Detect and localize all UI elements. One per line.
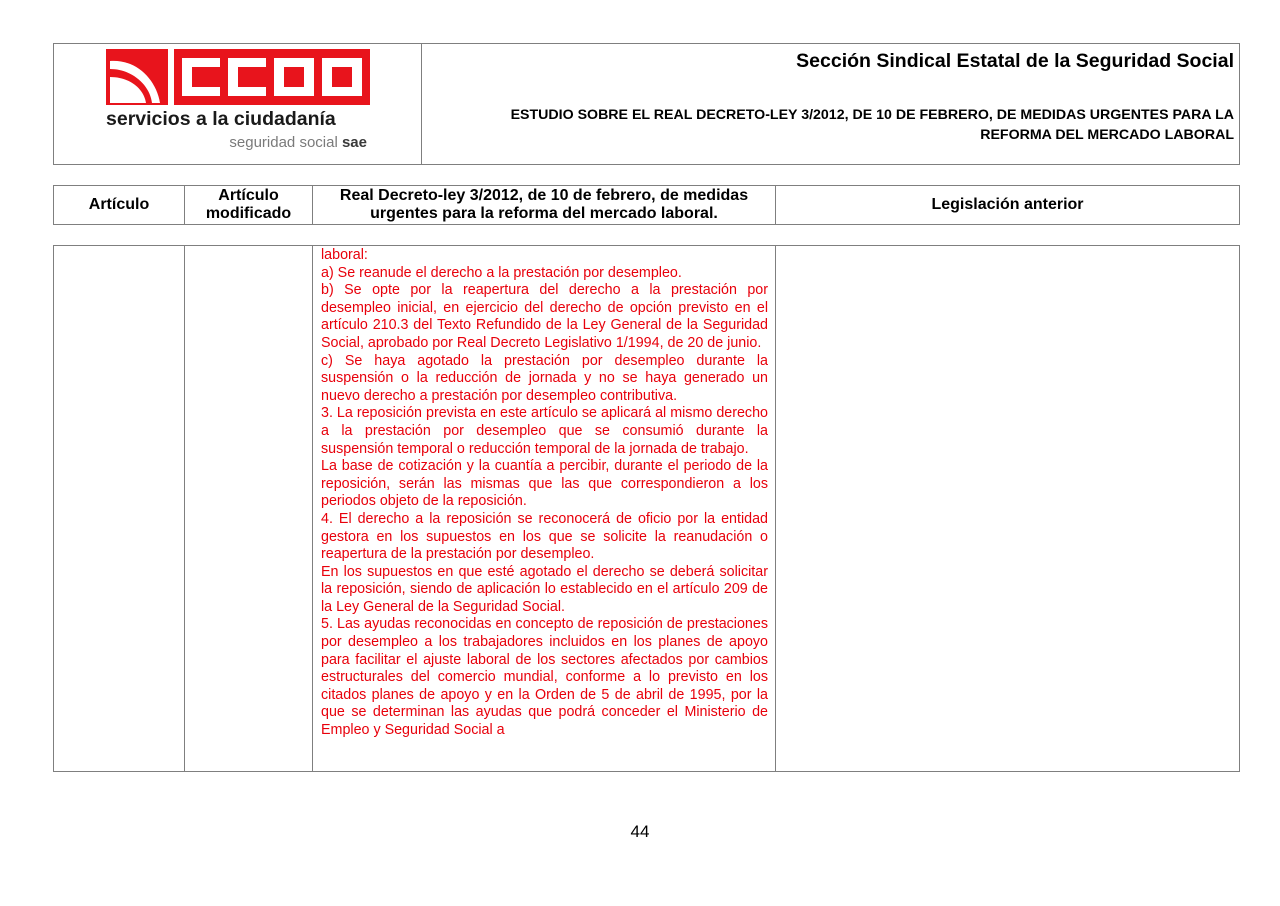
real-decreto-text xyxy=(313,246,775,771)
cell-articulo-modificado xyxy=(185,246,313,772)
study-title xyxy=(422,105,1234,145)
col-articulo-modificado xyxy=(185,186,313,225)
content-table xyxy=(53,245,1240,772)
paragraph: a) Se reanude el derecho a la prestación por desempleo. xyxy=(321,264,682,281)
col-real-decreto xyxy=(313,186,776,225)
col-articulo: Artículo xyxy=(54,186,185,225)
paragraph: En los supuestos en que esté agotado el derecho se deberá solicitar la reposición, siendo de aplicación lo establecido en el artículo 209 de la Ley General de la Seguridad Social. xyxy=(321,563,768,615)
cell-real-decreto xyxy=(313,246,776,772)
paragraph: 4. El derecho a la reposición se reconocerá de oficio por la entidad gestora en los supuestos en los que se solicite la reanudación o reapertura de la prestación por desempleo. xyxy=(321,510,768,563)
page-number: 44 xyxy=(630,822,650,841)
paragraph: c) Se haya agotado la prestación por desempleo durante la suspensión o la reducción de jornada y no se haya generado un nuevo derecho a prestación por desempleo contributiva. xyxy=(321,352,768,404)
column-headings-table xyxy=(53,185,1240,225)
paragraph: La base de cotización y la cuantía a percibir, durante el periodo de la reposición, serán las mismas que las que correspondieron a los periodos objeto de la reposición. xyxy=(321,458,768,510)
study-title-line1: ESTUDIO SOBRE EL REAL DECRETO-LEY 3/2012, DE 10 DE FEBRERO, DE MEDIDAS URGENTES PARA LA xyxy=(510,107,1234,123)
paragraph: 5. Las ayudas reconocidas en concepto de reposición de prestaciones por desempleo a los trabajadores incluidos en los planes de apoyo para facilitar el ajuste laboral de los sectores afectados por cambios estructurales del comercio mundial, conforme a lo previsto en los citados planes de apoyo y en la Orden de 5 de abril de 1995, por la que se determinan las ayudas que podrá conceder el Ministerio de Empleo y Seguridad Social a xyxy=(321,616,768,739)
study-title-line2: REFORMA DEL MERCADO LABORAL xyxy=(980,127,1234,143)
ccoo-logo xyxy=(106,49,371,154)
paragraph: laboral: xyxy=(321,247,368,263)
col-real-decreto-line2: urgentes para la reforma del mercado laboral. xyxy=(370,205,718,222)
col-articulo-modificado-line1: Artículo xyxy=(218,187,279,204)
org-title: Sección Sindical Estatal de la Seguridad Social xyxy=(796,50,1234,72)
cell-legislacion-anterior xyxy=(776,246,1240,772)
paragraph: 3. La reposición prevista en este artículo se aplicará al mismo derecho a la prestación por desempleo que se consumió durante la suspensión temporal o reducción temporal de la jornada de trabajo. xyxy=(321,405,768,457)
col-legislacion-anterior: Legislación anterior xyxy=(776,186,1240,225)
title-cell xyxy=(422,44,1240,165)
logo-line2: seguridad social sae xyxy=(229,134,367,151)
cell-articulo xyxy=(54,246,185,772)
paragraph: b) Se opte por la reapertura del derecho a la prestación por desempleo inicial, en ejercicio del derecho de opción previsto en el artículo 210.3 del Texto Refundido de la Ley General de la Seguridad Social, aprobado por Real Decreto Legislativo 1/1994, de 20 de junio. xyxy=(321,282,768,351)
document-header xyxy=(53,43,1240,165)
col-real-decreto-line1: Real Decreto-ley 3/2012, de 10 de febrero, de medidas xyxy=(339,187,749,204)
logo-cell xyxy=(54,44,422,165)
col-articulo-modificado-line2: modificado xyxy=(205,205,292,222)
logo-line1: servicios a la ciudadanía xyxy=(106,108,336,130)
ccoo-logo-graphic xyxy=(106,49,371,154)
